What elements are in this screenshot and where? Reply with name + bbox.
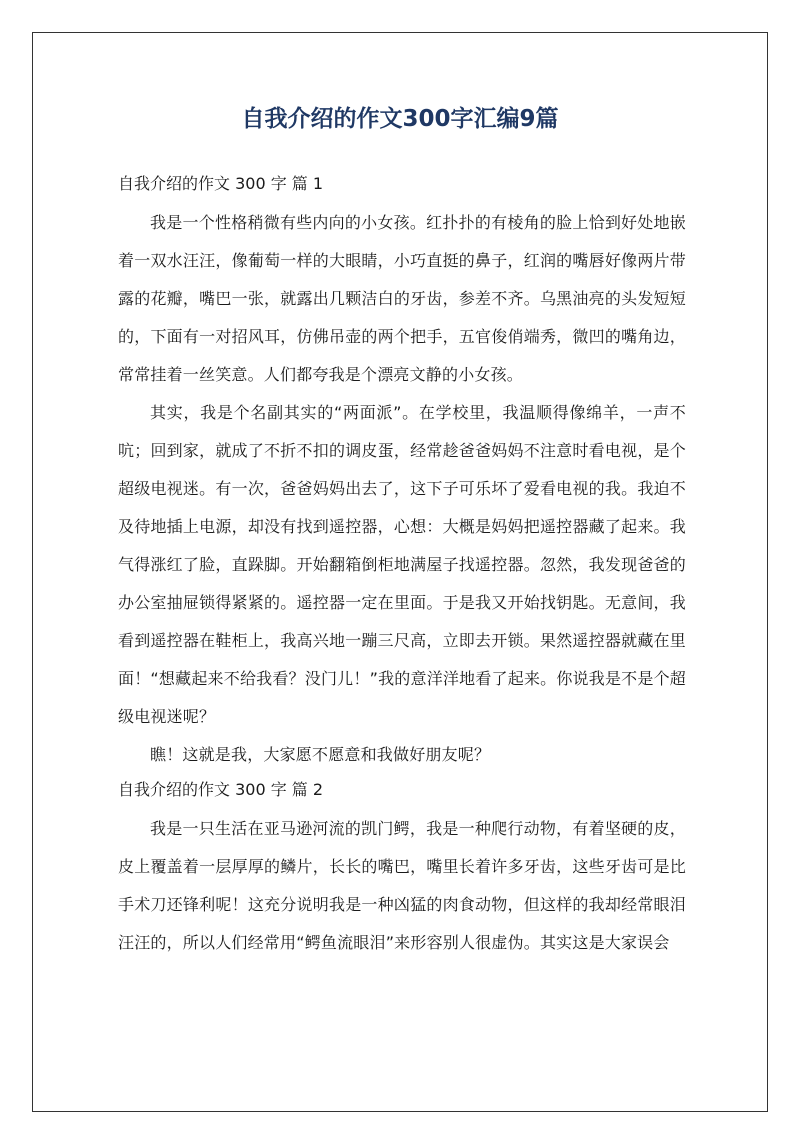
section-heading: 自我介绍的作文 300 字 篇 1	[118, 174, 324, 193]
paragraph: 其实，我是个名副其实的“两面派”。在学校里，我温顺得像绵羊，一声不吭；回到家，就成了不折不扣的调皮蛋，经常趁爸爸妈妈不注意时看电视，是个超级电视迷。有一次，爸爸妈妈出去了，这下子可乐坏了爱看电视的我。我迫不及待地插上电源，却没有找到遥控器，心想：大概是妈妈把遥控器藏了起来。我气得涨红了脸，直跺脚。开始翻箱倒柜地满屋子找遥控器。忽然，我发现爸爸的办公室抽屉锁得紧紧的。遥控器一定在里面。于是我又开始找钥匙。无意间，我看到遥控器在鞋柜上，我高兴地一蹦三尺高，立即去开锁。果然遥控器就藏在里面！“想藏起来不给我看？没门儿！”我的意洋洋地看了起来。你说我是不是个超级电视迷呢？	[118, 403, 686, 726]
paragraph: 瞧！这就是我，大家愿不愿意和我做好朋友呢？	[150, 745, 491, 764]
document-body	[118, 168, 686, 962]
section-2	[118, 774, 686, 962]
paragraph: 我是一只生活在亚马逊河流的凯门鳄，我是一种爬行动物，有着坚硬的皮，皮上覆盖着一层厚厚的鳞片，长长的嘴巴，嘴里长着许多牙齿，这些牙齿可是比手术刀还锋利呢！这充分说明我是一种凶猛的肉食动物，但这样的我却经常眼泪汪汪的，所以人们经常用“鳄鱼流眼泪”来形容别人很虚伪。其实这是大家误会	[118, 819, 686, 952]
document-title: 自我介绍的作文300字汇编9篇	[241, 106, 559, 132]
section-heading: 自我介绍的作文 300 字 篇 2	[118, 780, 324, 799]
section-1	[118, 168, 686, 774]
paragraph: 我是一个性格稍微有些内向的小女孩。红扑扑的有棱角的脸上恰到好处地嵌着一双水汪汪，像葡萄一样的大眼睛，小巧直挺的鼻子，红润的嘴唇好像两片带露的花瓣，嘴巴一张，就露出几颗洁白的牙齿，参差不齐。乌黑油亮的头发短短的，下面有一对招风耳，仿佛吊壶的两个把手，五官俊俏端秀，微凹的嘴角边，常常挂着一丝笑意。人们都夸我是个漂亮文静的小女孩。	[118, 213, 686, 384]
